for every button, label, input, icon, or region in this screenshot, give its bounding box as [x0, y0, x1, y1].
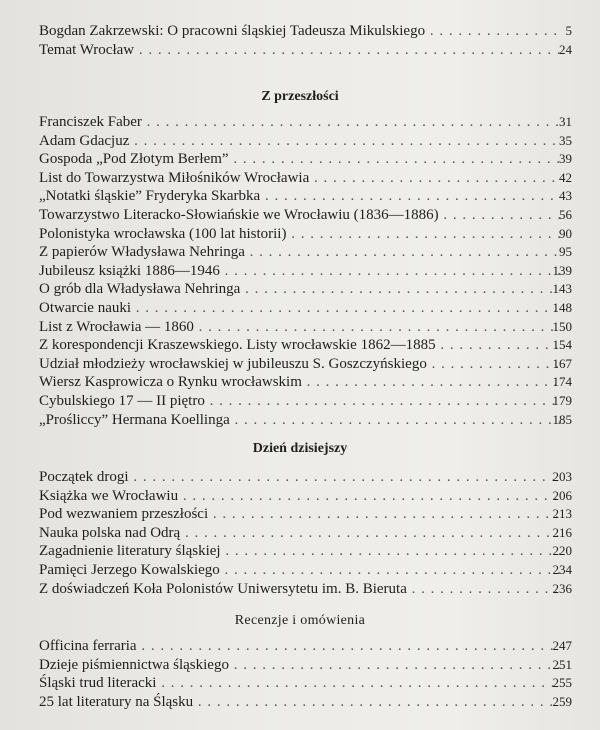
toc-entry — [0, 542, 600, 561]
toc-entry-title: Polonistyka wrocławska (100 lat historii) . . . — [39, 225, 560, 244]
toc-entry — [0, 225, 600, 244]
toc-entry-title: Zagadnienie literatury śląskiej . . . — [39, 542, 560, 561]
toc-entry — [0, 280, 600, 299]
toc-entry — [0, 22, 600, 41]
toc-entry-title: Pamięci Jerzego Kowalskiego . . . — [39, 561, 560, 580]
toc-entry — [0, 41, 600, 60]
toc-entry-page: 220 — [552, 543, 572, 559]
toc-entry — [0, 468, 600, 487]
toc-entry-page: 234 — [552, 561, 572, 577]
toc-entry-page: 139 — [552, 262, 572, 278]
toc-entry — [0, 580, 600, 599]
toc-entry-page: 95 — [559, 244, 572, 260]
toc-entry-page: 236 — [552, 580, 572, 596]
toc-entry-page: 251 — [552, 656, 572, 672]
toc-entry — [0, 524, 600, 543]
toc-entry-title: Śląski trud literacki . . . — [39, 674, 560, 693]
toc-entry-page: 90 — [559, 225, 572, 241]
toc-entry-page: 255 — [552, 675, 572, 691]
section-heading-today: Dzień dzisiejszy — [252, 441, 348, 456]
toc-entry-page: 148 — [552, 299, 572, 315]
toc-entry-title: Temat Wrocław . . . — [39, 41, 560, 60]
toc-entry — [0, 132, 600, 151]
toc-entry-page: 259 — [552, 693, 572, 709]
toc-entry-page: 213 — [552, 506, 572, 522]
toc-entry-title: Dzieje piśmiennictwa śląskiego . . . — [39, 656, 560, 675]
toc-entry-page: 167 — [552, 355, 572, 371]
toc-entry — [0, 693, 600, 712]
toc-entry-page: 150 — [552, 318, 572, 334]
toc-entry — [0, 674, 600, 693]
toc-entry-page: 35 — [559, 132, 572, 148]
toc-entry-page: 42 — [559, 169, 572, 185]
toc-entry-title: Początek drogi . . . — [39, 468, 560, 487]
toc-entry — [0, 487, 600, 506]
toc-entry — [0, 561, 600, 580]
toc-entry-page: 174 — [552, 374, 572, 390]
toc-today-list — [0, 468, 600, 598]
toc-entry — [0, 187, 600, 206]
toc-entry-page: 247 — [552, 638, 572, 653]
toc-entry — [0, 318, 600, 337]
toc-entry-page: 31 — [559, 114, 572, 129]
toc-entry-page: 143 — [552, 281, 572, 297]
toc-entry — [0, 505, 600, 524]
toc-entry-page: 56 — [559, 206, 572, 222]
toc-entry-title: Jubileusz książki 1886—1946 . . . — [39, 262, 560, 281]
toc-entry-title: Cybulskiego 17 — II piętro . . . — [39, 392, 560, 411]
toc-past-list — [0, 113, 600, 429]
toc-entry — [0, 299, 600, 318]
section-heading-reviews: Recenzje i omówienia — [234, 613, 366, 628]
toc-entry-title: Nauka polska nad Odrą . . . — [39, 524, 560, 543]
toc-entry-page: 5 — [565, 23, 572, 38]
toc-entry — [0, 206, 600, 225]
toc-entry-title: Towarzystwo Literacko-Słowiańskie we Wrocławiu (1836—1886) . . . — [39, 206, 560, 225]
toc-entry-title: 25 lat literatury na Śląsku . . . — [39, 693, 560, 712]
toc-entry-title: Gospoda „Pod Złotym Berłem” . . . — [39, 150, 560, 169]
toc-entry-title: Książka we Wrocławiu . . . — [39, 487, 560, 506]
toc-entry — [0, 637, 600, 656]
toc-entry-title: Franciszek Faber . . . — [39, 113, 560, 132]
toc-entry — [0, 336, 600, 355]
toc-entry — [0, 355, 600, 374]
toc-top-list — [0, 22, 600, 59]
toc-entry-page: 24 — [559, 41, 572, 57]
toc-entry-title: Adam Gdacjuz . . . — [39, 132, 560, 151]
toc-entry-title: Officina ferraria . . . — [39, 637, 560, 656]
toc-entry-title: Otwarcie nauki . . . — [39, 299, 560, 318]
toc-reviews-list — [0, 637, 600, 711]
toc-entry-page: 206 — [552, 487, 572, 503]
toc-entry-page: 203 — [552, 469, 572, 484]
toc-entry-title: Z doświadczeń Koła Polonistów Uniwersytetu im. B. Bieruta . . . — [39, 580, 560, 599]
toc-entry-title: List do Towarzystwa Miłośników Wrocławia . . . — [39, 169, 560, 188]
toc-entry-title: „Prośliccy” Hermana Koellinga . . . — [39, 411, 560, 430]
toc-entry-page: 179 — [552, 392, 572, 408]
toc-entry-title: Pod wezwaniem przeszłości . . . — [39, 505, 560, 524]
section-heading-past: Z przeszłości — [261, 89, 339, 104]
toc-entry-page: 39 — [559, 151, 572, 167]
toc-entry — [0, 656, 600, 675]
toc-entry-title: Z korespondencji Kraszewskiego. Listy wrocławskie 1862—1885 . . . — [39, 336, 560, 355]
toc-entry-page: 154 — [552, 337, 572, 353]
toc-entry — [0, 243, 600, 262]
toc-entry — [0, 411, 600, 430]
toc-entry — [0, 262, 600, 281]
toc-entry — [0, 373, 600, 392]
toc-entry-title: „Notatki śląskie” Fryderyka Skarbka . . . — [39, 187, 560, 206]
toc-entry-title: Z papierów Władysława Nehringa . . . — [39, 243, 560, 262]
toc-entry-title: List z Wrocławia — 1860 . . . — [39, 318, 560, 337]
toc-entry — [0, 113, 600, 132]
toc-entry — [0, 169, 600, 188]
toc-entry — [0, 392, 600, 411]
toc-entry-title: Udział młodzieży wrocławskiej w jubileuszu S. Goszczyńskiego . . . — [39, 355, 560, 374]
toc-entry-title: Wiersz Kasprowicza o Rynku wrocławskim . . . — [39, 373, 560, 392]
toc-entry — [0, 150, 600, 169]
toc-entry-page: 216 — [552, 524, 572, 540]
toc-entry-title: O grób dla Władysława Nehringa . . . — [39, 280, 560, 299]
toc-entry-title: Bogdan Zakrzewski: O pracowni śląskiej Tadeusza Mikulskiego . . . — [39, 22, 560, 41]
toc-entry-page: 185 — [552, 411, 572, 427]
toc-entry-page: 43 — [559, 188, 572, 204]
